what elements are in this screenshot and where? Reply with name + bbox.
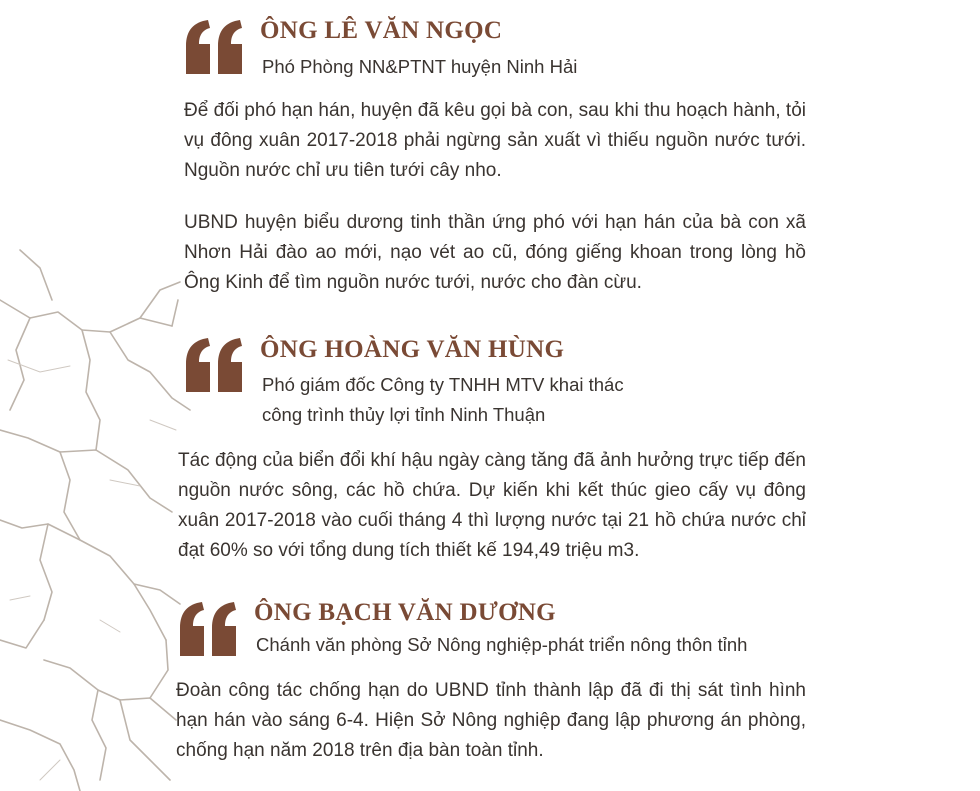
quote-mark-icon (182, 338, 246, 394)
quote-paragraph: Để đối phó hạn hán, huyện đã kêu gọi bà con, sau khi thu hoạch hành, tỏi vụ đông xuân 2017-2018 phải ngừng sản xuất vì thiếu nguồn nước tưới. Nguồn nước chỉ ưu tiên tưới cây nho. (184, 100, 806, 181)
speaker-role (262, 52, 577, 82)
speaker-name: ÔNG HOÀNG VĂN HÙNG (260, 336, 565, 363)
speaker-role (262, 370, 624, 430)
speaker-role-line: Phó giám đốc Công ty TNHH MTV khai thác (262, 374, 624, 395)
quote-paragraph: Đoàn công tác chống hạn do UBND tỉnh thành lập đã đi thị sát tình hình hạn hán vào sáng 6-4. Hiện Sở Nông nghiệp đang lập phương án phòng, chống hạn năm 2018 trên địa bàn toàn tỉnh. (176, 680, 806, 761)
quote-mark-icon (182, 20, 246, 76)
speaker-role-line: công trình thủy lợi tỉnh Ninh Thuận (262, 404, 546, 425)
speaker-role-line: Chánh văn phòng Sở Nông nghiệp-phát triển nông thôn tỉnh (256, 634, 748, 655)
quote-paragraph: Tác động của biển đổi khí hậu ngày càng tăng đã ảnh hưởng trực tiếp đến nguồn nước sông, các hồ chứa. Dự kiến khi kết thúc gieo cấy vụ đông xuân 2017-2018 vào cuối tháng 4 thì lượng nước tại 21 hồ chứa nước chỉ đạt 60% so với tổng dung tích thiết kế 194,49 triệu m3. (178, 450, 806, 561)
speaker-name: ÔNG LÊ VĂN NGỌC (260, 17, 503, 44)
speaker-name: ÔNG BẠCH VĂN DƯƠNG (254, 599, 556, 626)
speaker-role-line: Phó Phòng NN&PTNT huyện Ninh Hải (262, 56, 578, 77)
speaker-role (256, 630, 747, 660)
quote-mark-icon (176, 602, 240, 658)
quote-paragraph: UBND huyện biểu dương tinh thần ứng phó với hạn hán của bà con xã Nhơn Hải đào ao mới, nạo vét ao cũ, đóng giếng khoan trong lòng hồ Ông Kinh để tìm nguồn nước tưới, nước cho đàn cừu. (184, 212, 806, 293)
